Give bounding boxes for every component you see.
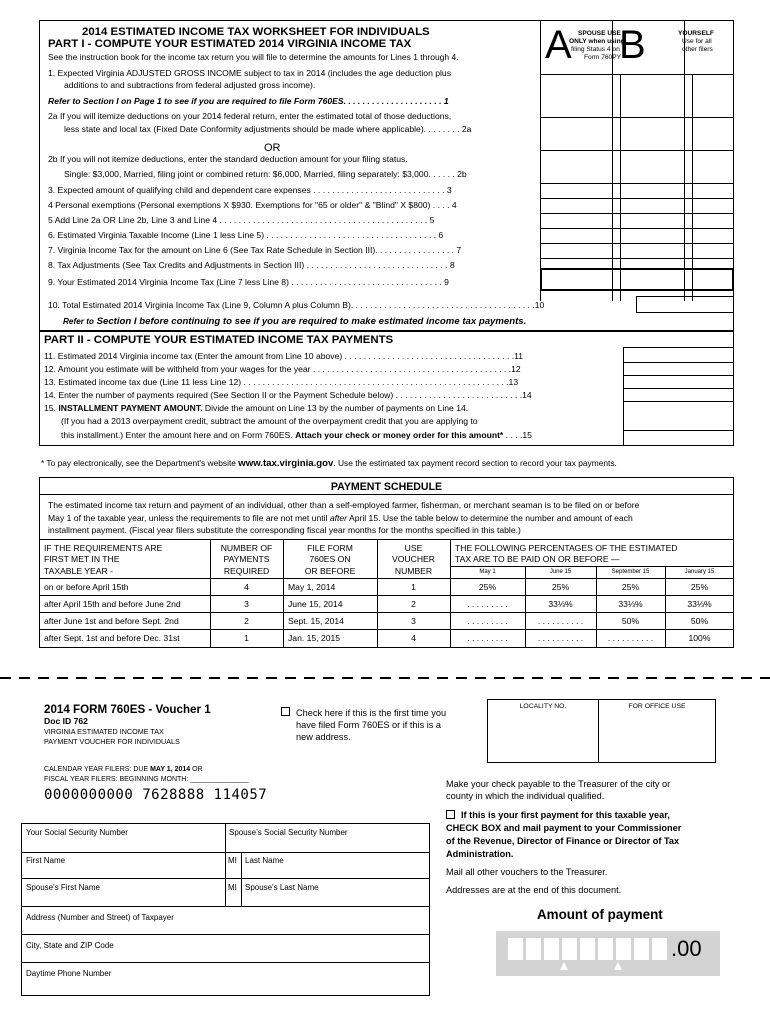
- due-pre: CALENDAR YEAR FILERS: DUE: [44, 766, 149, 773]
- table-top-line: [39, 539, 734, 540]
- table-row-p1: . . . . . . . . .: [467, 616, 508, 626]
- table-row-num: 1: [244, 633, 249, 643]
- schedule-title-line: [39, 494, 734, 495]
- schedule-intro-2b: April 15. Use the table below to determine the number and amount of each: [348, 513, 633, 523]
- row-line: [540, 258, 734, 259]
- line1-text-c: Refer to Section I on Page 1 to see if you are required to file Form 760ES. . . . . . . . . . . . . . . . . . . . . 1: [48, 96, 449, 106]
- amount-input[interactable]: [496, 931, 720, 976]
- line6-text: 6. Estimated Virginia Taxable Income (Line 1 less Line 5) . . . . . . . . . . . . . . . . . . . . . . . . . . . . . . . . . . . . 6: [48, 230, 444, 240]
- first-time-line1: Check here if this is the first time you: [296, 708, 447, 718]
- table-row-voucher: 3: [411, 616, 416, 626]
- amount-digit-box: [580, 938, 595, 960]
- col-a-title: SPOUSE USE: [578, 30, 621, 37]
- table-row-voucher: 4: [411, 633, 416, 643]
- line4-text: 4 Personal exemptions (Personal exemptions X $930. Exemptions for "65 or older" & "Blind" X $800) . . . . 4: [48, 200, 457, 210]
- line10-box[interactable]: [636, 296, 734, 313]
- line15-text-b: (If you had a 2013 overpayment credit, subtract the amount of the overpayment credit that you are applying to: [61, 416, 478, 426]
- spouse-first-name-field[interactable]: Spouse's First Name: [26, 883, 100, 892]
- due-bold: MAY 1, 2014: [150, 766, 191, 773]
- worksheet-title: 2014 ESTIMATED INCOME TAX WORKSHEET FOR INDIVIDUALS: [82, 26, 430, 38]
- or-label: OR: [264, 142, 281, 154]
- row-line: [540, 117, 734, 118]
- grid-row-line: [21, 878, 430, 879]
- ssn-field[interactable]: Your Social Security Number: [26, 828, 128, 837]
- col-a-letter: A: [545, 23, 572, 67]
- voucher-title: 2014 FORM 760ES - Voucher 1: [44, 703, 211, 716]
- refer-note: [63, 316, 526, 327]
- amount-digit-box: [598, 938, 613, 960]
- hdr-month-may: May 1: [479, 569, 496, 575]
- row-line: [540, 150, 734, 151]
- row-line: [540, 213, 734, 214]
- schedule-intro-1: The estimated income tax return and payment of an individual, other than a self-employed farmer, fisherman, or merchant seaman is to be filed on or before: [48, 500, 640, 510]
- line11-text: 11. Estimated 2014 Virginia income tax (Enter the amount from Line 10 above) . . . . . . . . . . . . . . . . . . . . . . . . . . . . . . . . . . . .11: [44, 351, 524, 361]
- col-b-title: YOURSELF: [678, 30, 714, 37]
- table-row-line: [39, 612, 734, 613]
- table-row-line: [39, 629, 734, 630]
- hdr-req-3: TAXABLE YEAR -: [44, 566, 113, 576]
- hdr-pct-2: TAX ARE TO BE PAID ON OR BEFORE —: [455, 554, 620, 564]
- first-time-line3: new address.: [296, 732, 351, 742]
- voucher-sub-2: PAYMENT VOUCHER FOR INDIVIDUALS: [44, 737, 180, 746]
- table-row-file: May 1, 2014: [288, 582, 336, 592]
- first-payment-checkbox[interactable]: [446, 810, 455, 819]
- row-line: [623, 401, 734, 402]
- hdr-num-3: REQUIRED: [223, 566, 270, 576]
- amount-label: Amount of payment: [537, 907, 663, 922]
- col-b-letter: B: [619, 23, 646, 67]
- epay-note: [41, 458, 617, 469]
- line10-text: 10. Total Estimated 2014 Virginia Income Tax (Line 9, Column A plus Column B). . . . . . . . . . . . . . . . . . . . . . . . . . . . . . . . . . . . . . .10: [48, 300, 545, 310]
- addresses-note: Addresses are at the end of this document.: [446, 885, 622, 895]
- table-row-req: after April 15th and before June 2nd: [44, 599, 181, 609]
- first-time-checkbox[interactable]: [281, 707, 290, 716]
- line15-text-a: [44, 403, 468, 414]
- hdr-pct-1: THE FOLLOWING PERCENTAGES OF THE ESTIMATED: [455, 543, 678, 553]
- line9-thick-box[interactable]: [540, 268, 734, 291]
- line15-rest: Divide the amount on Line 13 by the number of payments on Line 14.: [204, 403, 469, 413]
- part2-title: PART II - COMPUTE YOUR ESTIMATED INCOME TAX PAYMENTS: [44, 334, 394, 346]
- table-row-p3: 25%: [621, 582, 640, 592]
- line15-bold: INSTALLMENT PAYMENT AMOUNT.: [58, 403, 203, 413]
- mail-other: Mail all other vouchers to the Treasurer.: [446, 867, 608, 877]
- hdr-voucher-3: NUMBER: [394, 566, 433, 576]
- table-row-num: 3: [244, 599, 249, 609]
- table-row-p3: 33⅓%: [618, 599, 643, 609]
- part1-instruction: See the instruction book for the income tax return you will file to determine the amounts for Lines 1 through 4.: [48, 52, 459, 62]
- amount-digit-box: [544, 938, 559, 960]
- table-row-p1: . . . . . . . . .: [467, 633, 508, 643]
- first-pay-line1: If this is your first payment for this taxable year,: [461, 810, 670, 820]
- line15-c-pre: this installment.) Enter the amount here and on Form 760ES.: [61, 430, 293, 440]
- hdr-file-3: OR BEFORE: [304, 566, 356, 576]
- hdr-voucher-1: USE: [404, 543, 423, 553]
- office-use-label: FOR OFFICE USE: [628, 703, 686, 710]
- line13-text: 13. Estimated income tax due (Line 11 less Line 12) . . . . . . . . . . . . . . . . . . . . . . . . . . . . . . . . . . . . . . . . . . . . . . . . . . . . . . . .13: [44, 377, 519, 387]
- voucher-doc-id: Doc ID 762: [44, 716, 88, 726]
- line7-text: 7. Virginia Income Tax for the amount on Line 6 (See Tax Rate Schedule in Section III). . . . . . . . . . . . . . . . . 7: [48, 245, 462, 255]
- table-row-req: after June 1st and before Sept. 2nd: [44, 616, 179, 626]
- mi-field[interactable]: MI: [228, 856, 237, 865]
- hdr-month-jan: January 15: [684, 569, 715, 575]
- row-line: [540, 198, 734, 199]
- schedule-intro-2-ital: after: [329, 513, 348, 523]
- line12-text: 12. Amount you estimate will be withheld from your wages for the year . . . . . . . . . . . . . . . . . . . . . . . . . . . . . . . . . . . . . . . . . .12: [44, 364, 521, 374]
- table-row-p3: 50%: [621, 616, 640, 626]
- line15-prefix: 15.: [44, 403, 56, 413]
- table-row-p1: 25%: [478, 582, 497, 592]
- hdr-voucher-2: VOUCHER: [392, 554, 435, 564]
- table-row-p3: . . . . . . . . . .: [607, 633, 654, 643]
- col-a-line1: ONLY when using: [569, 38, 625, 45]
- grid-divider: [241, 852, 242, 906]
- table-row-p4: 100%: [688, 633, 711, 643]
- hdr-month-june: June 15: [549, 569, 572, 575]
- refer-text: Section I before continuing to see if you are required to make estimated income tax payments.: [96, 316, 527, 327]
- hdr-req-1: IF THE REQUIREMENTS ARE: [44, 543, 163, 553]
- voucher-sub-1: VIRGINIA ESTIMATED INCOME TAX: [44, 727, 164, 736]
- comma-marker-icon: [614, 962, 622, 970]
- line2b-text-a: 2b If you will not itemize deductions, enter the standard deduction amount for your filing status.: [48, 154, 408, 164]
- amount-cents: .00: [671, 936, 702, 961]
- line2a-text-a: 2a If you will itemize deductions on your 2014 federal return, enter the estimated total of those deductions,: [48, 111, 452, 121]
- due-line-1: [44, 766, 203, 774]
- address-field[interactable]: Address (Number and Street) of Taxpayer: [26, 913, 174, 922]
- first-pay-line4: Administration.: [446, 849, 514, 859]
- table-row-voucher: 2: [411, 599, 416, 609]
- table-row-p2: 33⅓%: [548, 599, 573, 609]
- table-row-line: [39, 595, 734, 596]
- hdr-num-2: PAYMENTS: [223, 554, 270, 564]
- grid-row-line: [21, 962, 430, 963]
- table-month-line: [450, 566, 734, 567]
- hdr-file-1: FILE FORM: [307, 543, 353, 553]
- city-state-zip-field[interactable]: City, State and ZIP Code: [26, 941, 114, 950]
- grid-row-line: [21, 934, 430, 935]
- row-line: [623, 430, 734, 431]
- line3-text: 3. Expected amount of qualifying child and dependent care expenses . . . . . . . . . . . . . . . . . . . . . . . . . . . . 3: [48, 185, 452, 195]
- table-row-p4: 25%: [690, 582, 709, 592]
- amount-digit-box: [526, 938, 541, 960]
- line8-text: 8. Tax Adjustments (See Tax Credits and Adjustments in Section III) . . . . . . . . . . . . . . . . . . . . . . . . . . . . . . 8: [48, 260, 455, 270]
- table-header-line: [39, 578, 734, 579]
- locality-label: LOCALITY NO.: [519, 703, 567, 710]
- due-line-2: FISCAL YEAR FILERS: BEGINNING MONTH: _______________: [44, 776, 249, 783]
- table-row-file: Jan. 15, 2015: [288, 633, 341, 643]
- table-col-line: [450, 539, 451, 648]
- line1-text-a: 1. Expected Virginia ADJUSTED GROSS INCOME subject to tax in 2014 (includes the age deduction plus: [48, 68, 451, 78]
- first-pay-line3: of the Revenue, Director of Finance or Director of Tax: [446, 836, 680, 846]
- table-row-p4: 33⅓%: [687, 599, 712, 609]
- epay-url[interactable]: www.tax.virginia.gov: [238, 458, 334, 469]
- table-row-req: after Sept. 1st and before Dec. 31st: [44, 633, 180, 643]
- col-a-line3: Form 760PY: [584, 54, 622, 61]
- line9-text: 9. Your Estimated 2014 Virginia Income Tax (Line 7 less Line 8) . . . . . . . . . . . . . . . . . . . . . . . . . . . . . . . . 9: [48, 277, 449, 287]
- table-row-num: 4: [244, 582, 249, 592]
- table-row-num: 2: [244, 616, 249, 626]
- line15-text-c: [61, 430, 532, 441]
- spouse-ssn-field[interactable]: Spouse’s Social Security Number: [229, 828, 348, 837]
- row-line: [540, 183, 734, 184]
- hdr-file-2: 760ES ON: [309, 554, 351, 564]
- ocr-line: 0000000000 7628888 114057: [44, 787, 268, 803]
- row-line: [540, 243, 734, 244]
- amount-digit-box: [562, 938, 577, 960]
- col-b-line1: Use for all: [682, 38, 712, 45]
- grid-row-line: [21, 906, 430, 907]
- row-line: [623, 388, 734, 389]
- col-b-line2: other filers: [682, 46, 713, 53]
- first-time-line2: have filed Form 760ES or if this is a: [296, 720, 442, 730]
- col-a-line2: filing Status 4 on: [571, 46, 620, 53]
- hdr-num-1: NUMBER OF: [220, 543, 273, 553]
- line1-text-b: additions to and subtractions from federal adjusted gross income).: [64, 80, 316, 90]
- cut-line: [0, 677, 770, 679]
- amount-digit-box: [508, 938, 523, 960]
- payable-line1: Make your check payable to the Treasurer of the city or: [446, 779, 671, 789]
- schedule-intro-3: installment payment. (Fiscal year filers substitute the corresponding fiscal year months for the months specified in this table.): [48, 525, 521, 535]
- hdr-req-2: FIRST MET IN THE: [44, 554, 120, 564]
- grid-row-line: [21, 852, 430, 853]
- refer-prefix: Refer to: [63, 317, 94, 326]
- table-row-file: June 15, 2014: [288, 599, 343, 609]
- table-row-p4: 50%: [690, 616, 709, 626]
- table-row-p1: . . . . . . . . .: [467, 599, 508, 609]
- line2a-text-b: less state and local tax (Fixed Date Conformity adjustments should be made where applicable). . . . . . . . 2a: [64, 124, 472, 134]
- last-name-field[interactable]: Last Name: [245, 856, 284, 865]
- line5-text: 5 Add Line 2a OR Line 2b, Line 3 and Line 4 . . . . . . . . . . . . . . . . . . . . . . . . . . . . . . . . . . . . . . . . . . . . 5: [48, 215, 435, 225]
- comma-marker-icon: [560, 962, 568, 970]
- due-post: OR: [192, 766, 203, 773]
- line14-text: 14. Enter the number of payments required (See Section II or the Payment Schedule below) . . . . . . . . . . . . . . . . . . . . . . . . . . .14: [44, 390, 532, 400]
- schedule-title: PAYMENT SCHEDULE: [330, 481, 443, 493]
- row-line: [623, 375, 734, 376]
- amount-digit-box: [616, 938, 631, 960]
- epay-post: . Use the estimated tax payment record section to record your tax payments.: [333, 458, 617, 468]
- grid-divider: [225, 823, 226, 906]
- hdr-month-sept: September 15: [611, 569, 650, 575]
- table-row-p2: . . . . . . . . . .: [537, 633, 584, 643]
- line15-c-bold: Attach your check or money order for this amount*: [295, 430, 504, 440]
- row-line: [623, 362, 734, 363]
- first-pay-line2: CHECK BOX and mail payment to your Commissioner: [446, 823, 682, 833]
- table-row-p2: 25%: [551, 582, 570, 592]
- line2b-text-b: Single: $3,000, Married, filing joint or combined return: $6,000, Married, filing separately: $3,000. . . . . . 2b: [64, 169, 467, 179]
- phone-field[interactable]: Daytime Phone Number: [26, 969, 112, 978]
- table-row-voucher: 1: [411, 582, 416, 592]
- payable-line2: county in which the individual qualified.: [446, 791, 605, 801]
- amount-digit-box: [634, 938, 649, 960]
- amount-digit-box: [652, 938, 667, 960]
- part1-title: PART I - COMPUTE YOUR ESTIMATED 2014 VIRGINIA INCOME TAX: [48, 38, 412, 50]
- spouse-last-name-field[interactable]: Spouse's Last Name: [245, 883, 319, 892]
- spouse-mi-field[interactable]: MI: [228, 883, 237, 892]
- first-name-field[interactable]: First Name: [26, 856, 66, 865]
- line15-c-end: . . . .15: [505, 430, 532, 440]
- schedule-intro-2: [48, 513, 633, 524]
- row-line: [540, 228, 734, 229]
- schedule-intro-2a: May 1 of the taxable year, unless the requirements to file are not met until: [48, 513, 328, 523]
- table-row-req: on or before April 15th: [44, 582, 129, 592]
- table-row-file: Sept. 15, 2014: [288, 616, 344, 626]
- table-row-p2: . . . . . . . . . .: [537, 616, 584, 626]
- epay-pre: * To pay electronically, see the Department's website: [41, 458, 236, 468]
